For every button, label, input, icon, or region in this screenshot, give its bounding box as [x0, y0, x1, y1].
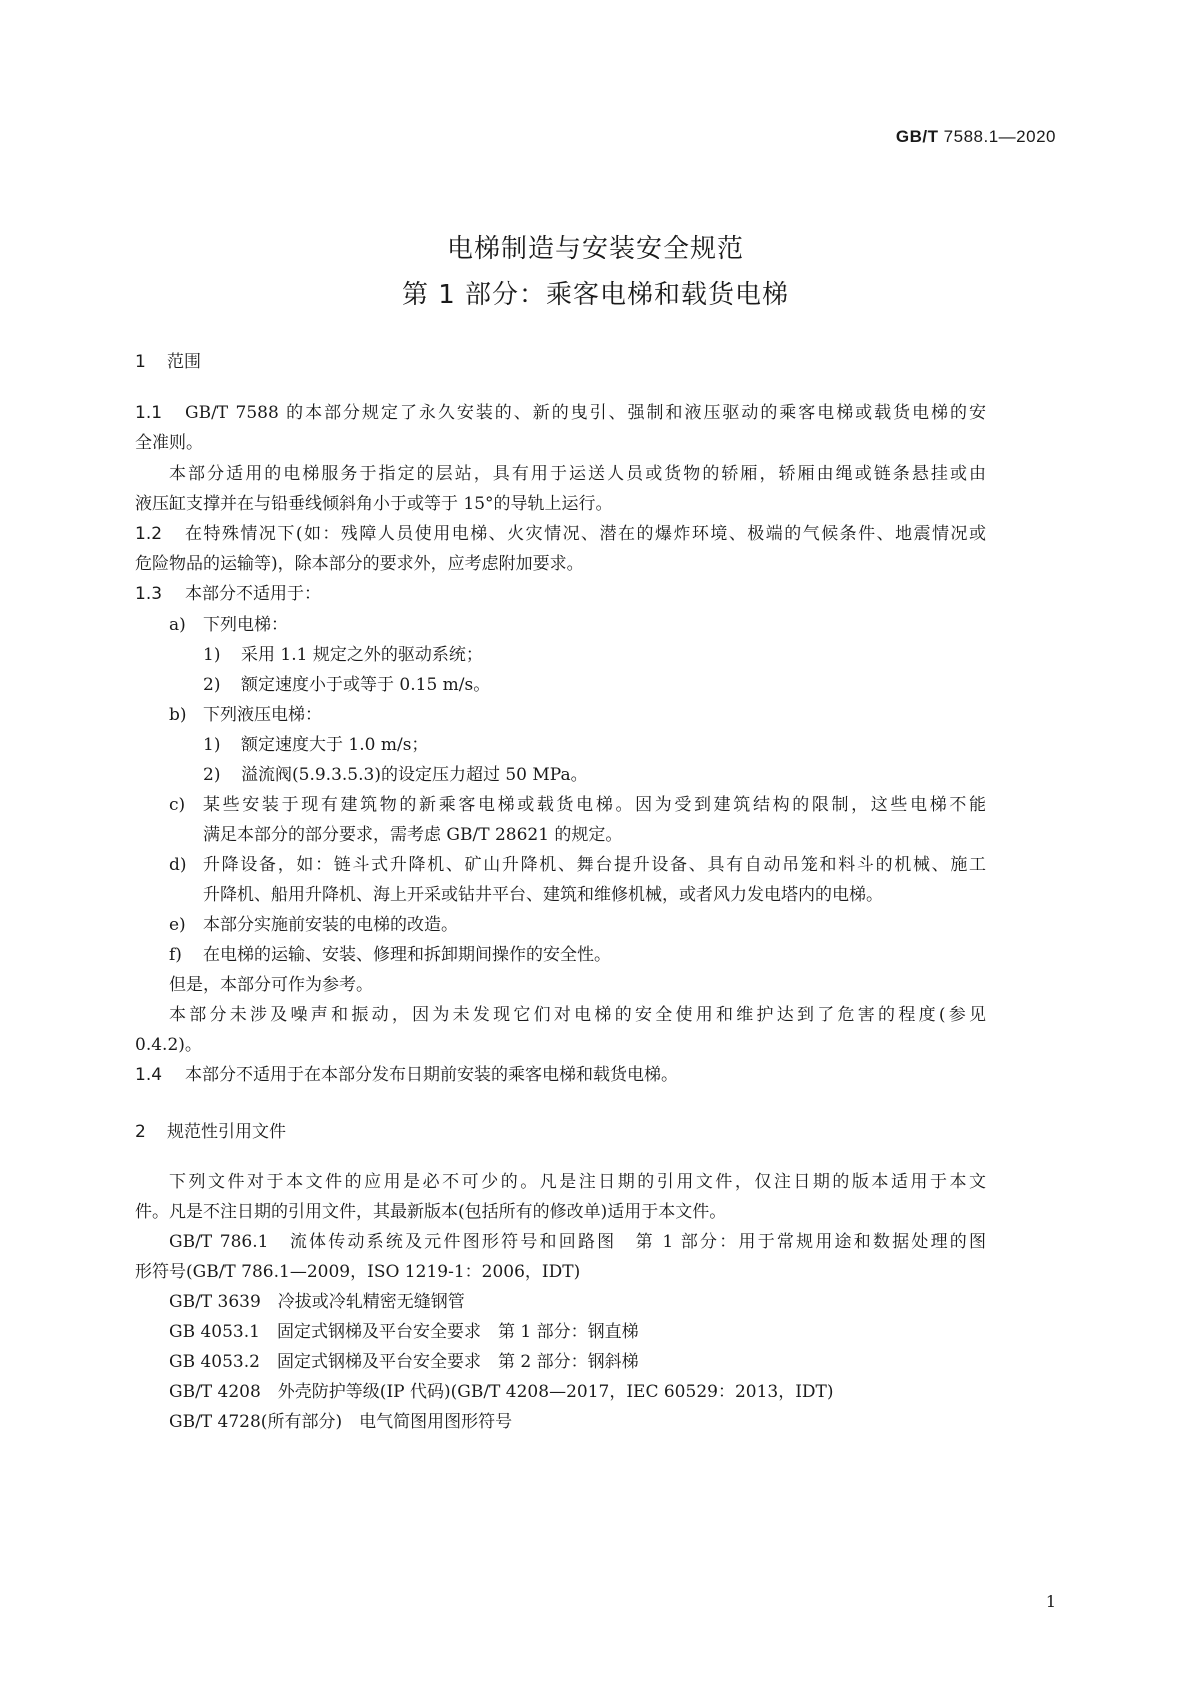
reference-item-1-line-2: 形符号(GB/T 786.1—2009，ISO 1219-1：2006，IDT): [135, 1262, 581, 1282]
normative-intro-line-2: 件。凡是不注日期的引用文件，其最新版本(包括所有的修改单)适用于本文件。: [135, 1202, 727, 1222]
reference-note: 但是，本部分可作为参考。: [169, 975, 373, 995]
item-e-label: e): [169, 915, 186, 935]
clause-1-2-label: 1.2: [135, 524, 163, 544]
reference-item-2: GB/T 3639 冷拔或冷轧精密无缝钢管: [169, 1292, 465, 1312]
noise-note-line-1: 本部分未涉及噪声和振动，因为未发现它们对电梯的安全使用和维护达到了危害的程度(参见: [169, 1005, 986, 1025]
reference-item-4: GB 4053.2 固定式钢梯及平台安全要求 第 2 部分：钢斜梯: [169, 1352, 639, 1372]
reference-item-5: GB/T 4208 外壳防护等级(IP 代码)(GB/T 4208—2017，IEC 60529：2013，IDT): [169, 1382, 834, 1402]
clause-1-1-line-1: GB/T 7588 的本部分规定了永久安装的、新的曳引、强制和液压驱动的乘客电梯或载货电梯的安: [185, 403, 986, 423]
clause-1-4-text: 本部分不适用于在本部分发布日期前安装的乘客电梯和载货电梯。: [185, 1065, 678, 1085]
section-1-title: 范围: [167, 352, 201, 372]
reference-item-6: GB/T 4728(所有部分) 电气简图用图形符号: [169, 1412, 513, 1432]
item-a-text: 下列电梯：: [203, 615, 288, 635]
clause-1-2-line-2: 危险物品的运输等)，除本部分的要求外，应考虑附加要求。: [135, 554, 584, 574]
reference-item-1-line-1: GB/T 786.1 流体传动系统及元件图形符号和回路图 第 1 部分：用于常规用途和数据处理的图: [169, 1232, 986, 1252]
normative-intro-line-1: 下列文件对于本文件的应用是必不可少的。凡是注日期的引用文件，仅注日期的版本适用于本文: [169, 1172, 986, 1192]
clause-1-1-label: 1.1: [135, 403, 163, 423]
item-a-2-label: 2): [203, 675, 221, 695]
document-title: 电梯制造与安装安全规范: [446, 234, 744, 264]
item-a-1-label: 1): [203, 645, 221, 665]
item-c-line-2: 满足本部分的部分要求，需考虑 GB/T 28621 的规定。: [203, 825, 623, 845]
item-a-1-text: 采用 1.1 规定之外的驱动系统；: [241, 645, 483, 665]
scope-apply-line-1: 本部分适用的电梯服务于指定的层站，具有用于运送人员或货物的轿厢，轿厢由绳或链条悬挂或由: [169, 464, 986, 484]
standard-code-number: 7588.1—2020: [938, 127, 1056, 146]
noise-note-line-2: 0.4.2)。: [135, 1035, 202, 1055]
clause-1-3-text: 本部分不适用于：: [185, 584, 321, 604]
standard-code: [896, 127, 1056, 147]
item-c-line-1: 某些安装于现有建筑物的新乘客电梯或载货电梯。因为受到建筑结构的限制，这些电梯不能: [203, 795, 986, 815]
clause-1-4-label: 1.4: [135, 1065, 163, 1085]
scope-apply-line-2: 液压缸支撑并在与铅垂线倾斜角小于或等于 15°的导轨上运行。: [135, 494, 613, 514]
page-number: 1: [1045, 1592, 1056, 1611]
standard-code-prefix: GB/T: [895, 127, 939, 146]
item-f-text: 在电梯的运输、安装、修理和拆卸期间操作的安全性。: [203, 945, 611, 965]
section-2-heading: [135, 1117, 286, 1142]
reference-item-3: GB 4053.1 固定式钢梯及平台安全要求 第 1 部分：钢直梯: [169, 1322, 639, 1342]
section-1-number: 1: [135, 352, 146, 372]
item-b-2-text: 溢流阀(5.9.3.5.3)的设定压力超过 50 MPa。: [241, 765, 588, 785]
item-b-text: 下列液压电梯：: [203, 705, 322, 725]
section-2-number: 2: [135, 1122, 146, 1142]
item-a-2-text: 额定速度小于或等于 0.15 m/s。: [241, 675, 491, 695]
section-2-title: 规范性引用文件: [167, 1122, 286, 1142]
item-d-label: d): [169, 855, 187, 875]
clause-1-1-line-2: 全准则。: [135, 433, 203, 453]
item-b-2-label: 2): [203, 765, 221, 785]
item-c-label: c): [169, 795, 186, 815]
item-f-label: f): [169, 945, 182, 965]
document-subtitle: 第 1 部分：乘客电梯和载货电梯: [401, 280, 790, 310]
item-e-text: 本部分实施前安装的电梯的改造。: [203, 915, 458, 935]
item-b-1-text: 额定速度大于 1.0 m/s；: [241, 735, 429, 755]
item-d-line-2: 升降机、船用升降机、海上开采或钻井平台、建筑和维修机械，或者风力发电塔内的电梯。: [203, 885, 883, 905]
item-b-1-label: 1): [203, 735, 221, 755]
clause-1-2-line-1: 在特殊情况下(如：残障人员使用电梯、火灾情况、潜在的爆炸环境、极端的气候条件、地震情况或: [185, 524, 986, 544]
item-d-line-1: 升降设备，如：链斗式升降机、矿山升降机、舞台提升设备、具有自动吊笼和料斗的机械、施工: [203, 855, 986, 875]
item-b-label: b): [169, 705, 187, 725]
item-a-label: a): [169, 615, 186, 635]
section-1-heading: [135, 347, 201, 372]
clause-1-3-label: 1.3: [135, 584, 163, 604]
